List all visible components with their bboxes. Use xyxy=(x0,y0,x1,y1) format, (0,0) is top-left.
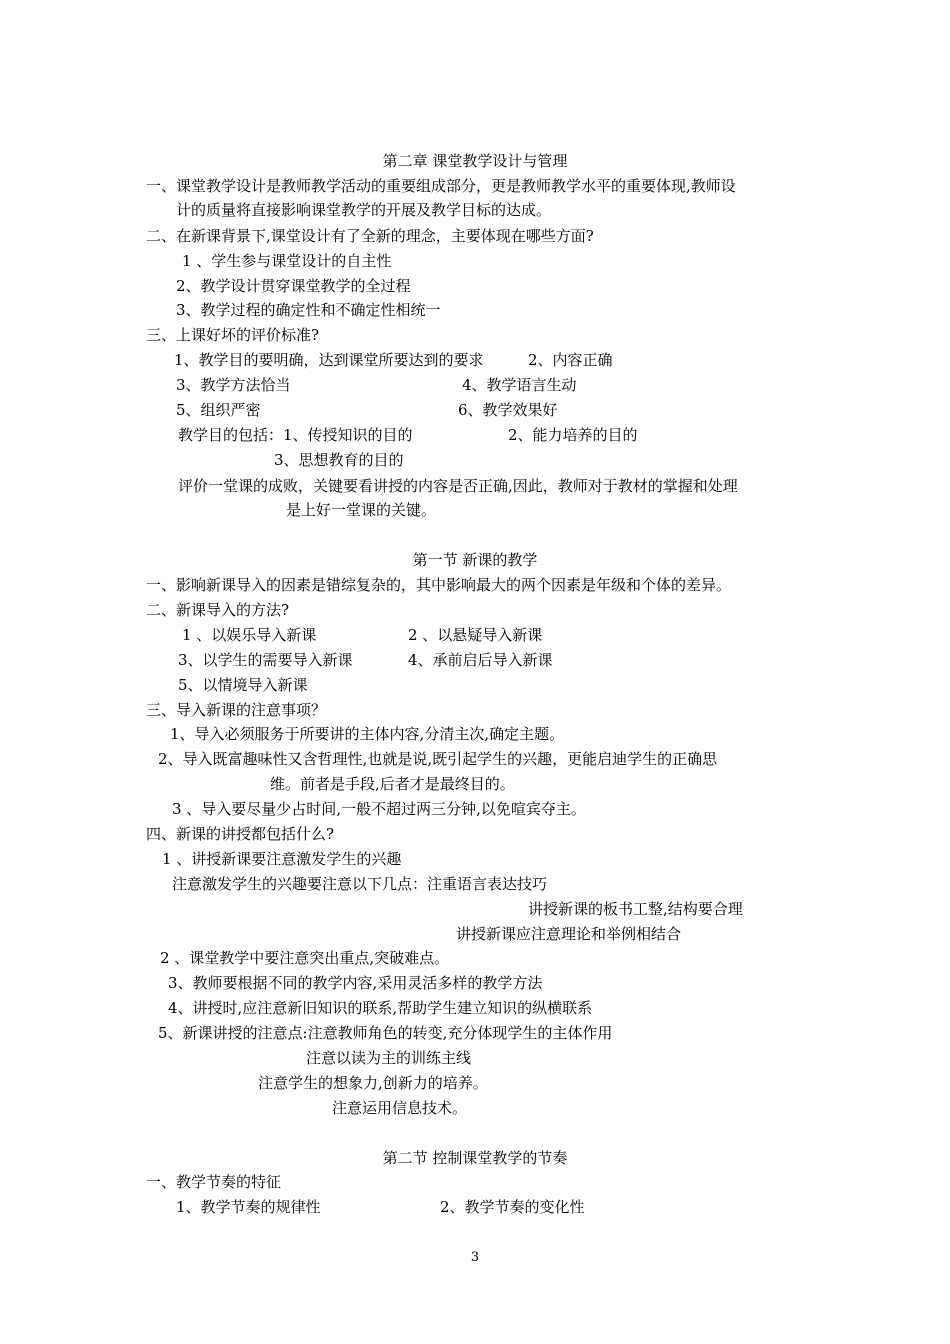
section-title: 第一节 新课的教学 xyxy=(412,551,538,569)
page-number: 3 xyxy=(470,1250,480,1265)
list-item: 1、导入必须服务于所要讲的主体内容,分清主次,确定主题。 xyxy=(170,725,565,743)
list-item: 5、组织严密 xyxy=(176,401,261,419)
list-item: 3 、导入要尽量少占时间,一般不超过两三分钟,以免喧宾夺主。 xyxy=(172,800,586,818)
paragraph: 三、上课好坏的评价标准? xyxy=(146,326,320,344)
list-item: 2、教学设计贯穿课堂教学的全过程 xyxy=(176,277,411,295)
list-item: 3、教学过程的确定性和不确定性相统一 xyxy=(176,301,441,319)
list-item: 维。前者是手段,后者才是最终目的。 xyxy=(270,775,515,793)
paragraph: 一、教学节奏的特征 xyxy=(146,1173,282,1191)
list-item: 5、以情境导入新课 xyxy=(178,676,308,694)
list-item: 注意以读为主的训练主线 xyxy=(306,1049,472,1067)
list-item: 1 、学生参与课堂设计的自主性 xyxy=(182,252,392,270)
list-item: 1 、讲授新课要注意激发学生的兴趣 xyxy=(162,850,402,868)
list-item: 3、以学生的需要导入新课 xyxy=(178,651,353,669)
paragraph: 评价一堂课的成败，关键要看讲授的内容是否正确,因此，教师对于教材的掌握和处理 xyxy=(178,477,738,495)
list-item: 1、教学目的要明确，达到课堂所要达到的要求 xyxy=(174,351,484,369)
list-item: 1、教学节奏的规律性 xyxy=(176,1198,321,1216)
list-item: 注意激发学生的兴趣要注意以下几点：注重语言表达技巧 xyxy=(172,875,548,893)
list-item: 教学目的包括：1、传授知识的目的 xyxy=(178,426,413,444)
paragraph: 三、导入新课的注意事项？ xyxy=(146,701,327,719)
paragraph: 二、新课导入的方法? xyxy=(146,601,290,619)
list-item: 注意学生的想象力,创新力的培养。 xyxy=(258,1074,488,1092)
paragraph: 一、影响新课导入的因素是错综复杂的，其中影响最大的两个因素是年级和个体的差异。 xyxy=(146,576,732,594)
list-item: 2 、课堂教学中要注意突出重点,突破难点。 xyxy=(160,949,450,967)
list-item: 2、能力培养的目的 xyxy=(508,426,638,444)
list-item: 4、教学语言生动 xyxy=(462,376,577,394)
paragraph: 一、课堂教学设计是教师教学活动的重要组成部分，更是教师教学水平的重要体现,教师设 xyxy=(146,177,736,195)
paragraph: 四、新课的讲授都包括什么? xyxy=(146,825,335,843)
paragraph: 计的质量将直接影响课堂教学的开展及教学目标的达成。 xyxy=(176,201,552,219)
list-item: 2、导入既富趣味性又含哲理性,也就是说,既引起学生的兴趣，更能启迪学生的正确思 xyxy=(158,750,718,768)
paragraph: 二、在新课背景下,课堂设计有了全新的理念，主要体现在哪些方面? xyxy=(146,227,594,245)
list-item: 讲授新课应注意理论和举例相结合 xyxy=(456,925,682,943)
list-item: 3、教师要根据不同的教学内容,采用灵活多样的教学方法 xyxy=(168,974,543,992)
list-item: 4、讲授时,应注意新旧知识的联系,帮助学生建立知识的纵横联系 xyxy=(168,999,593,1017)
list-item: 2、教学节奏的变化性 xyxy=(440,1198,585,1216)
list-item: 6、教学效果好 xyxy=(458,401,558,419)
section-title: 第二节 控制课堂教学的节奏 xyxy=(382,1149,568,1167)
list-item: 2 、以悬疑导入新课 xyxy=(408,626,543,644)
list-item: 1 、以娱乐导入新课 xyxy=(182,626,317,644)
chapter-title: 第二章 课堂教学设计与管理 xyxy=(382,152,568,170)
list-item: 3、教学方法恰当 xyxy=(176,376,291,394)
list-item: 4、承前启后导入新课 xyxy=(408,651,553,669)
list-item: 注意运用信息技术。 xyxy=(332,1099,468,1117)
list-item: 2、内容正确 xyxy=(528,351,613,369)
list-item: 讲授新课的板书工整,结构要合理 xyxy=(528,900,743,918)
paragraph: 是上好一堂课的关键。 xyxy=(286,501,437,519)
list-item: 3、思想教育的目的 xyxy=(274,451,404,469)
list-item: 5、新课讲授的注意点:注意教师角色的转变,充分体现学生的主体作用 xyxy=(158,1024,613,1042)
